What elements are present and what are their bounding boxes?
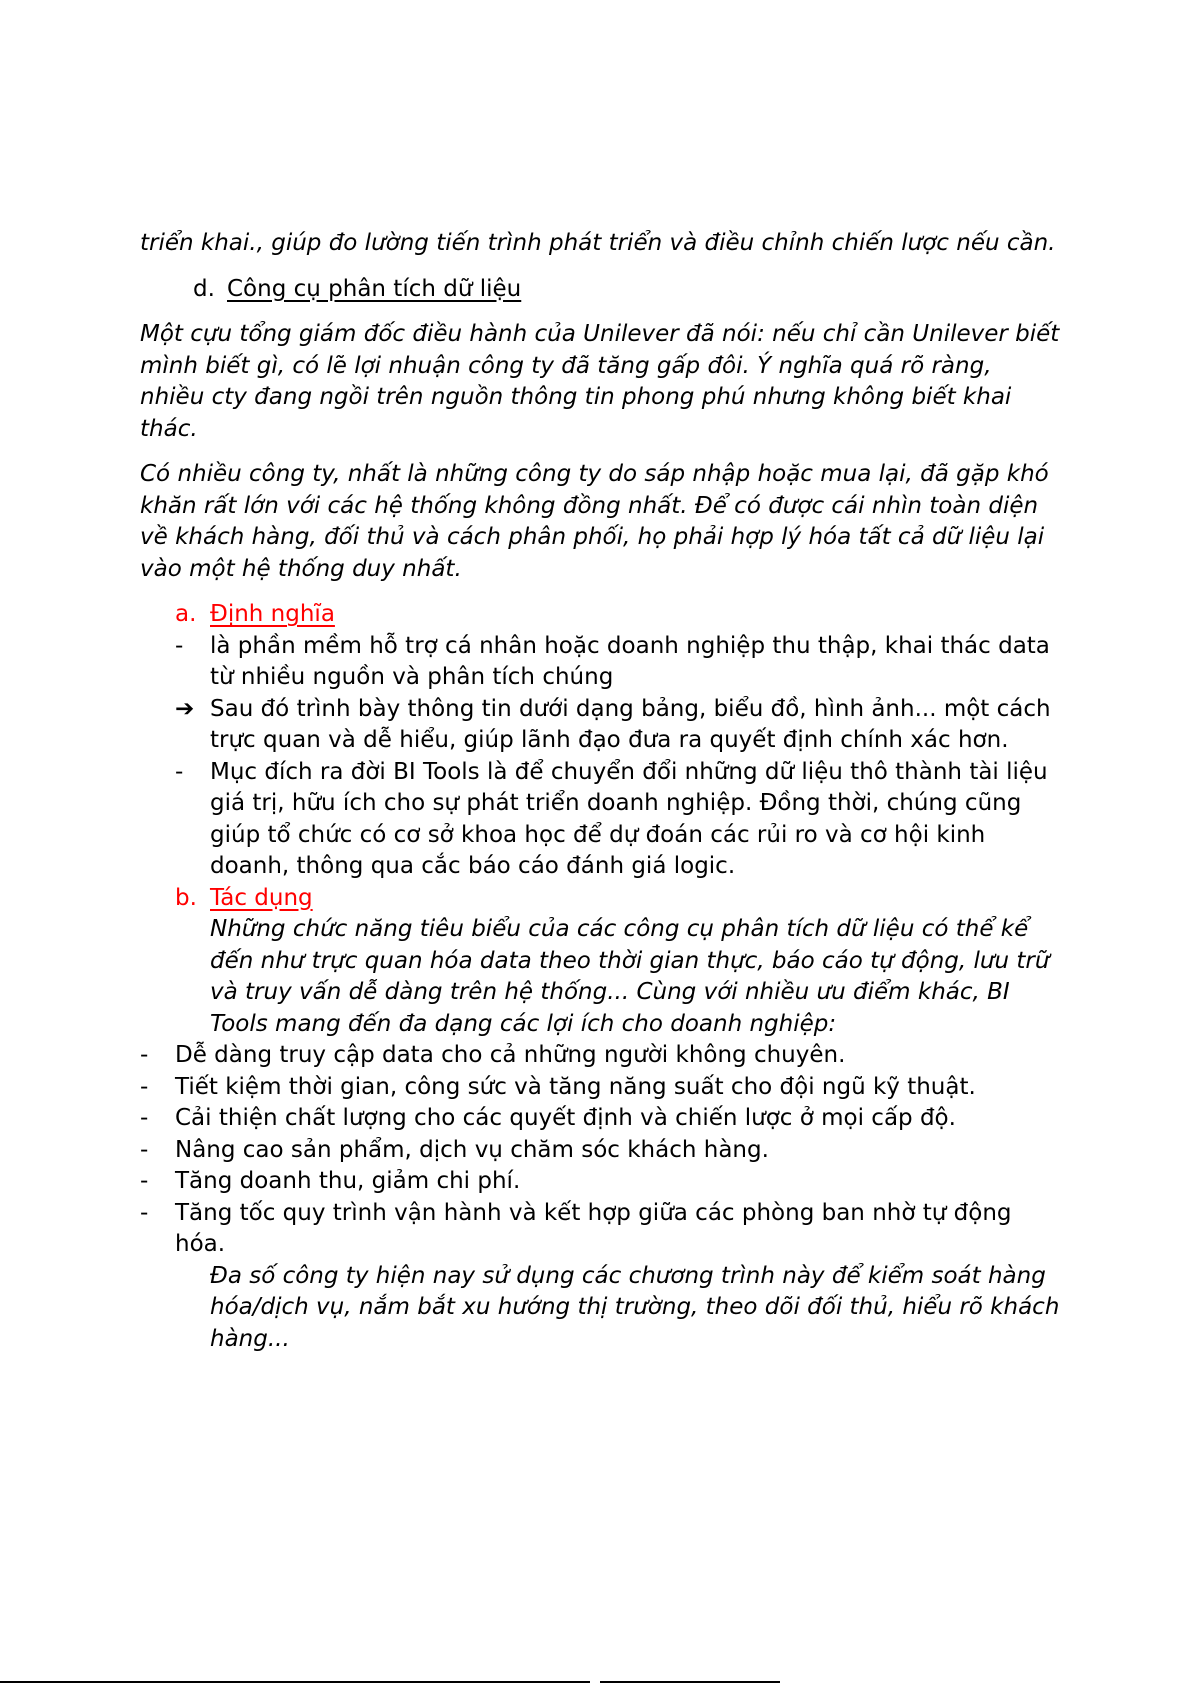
benefit-item [140,1166,1060,1198]
benefit-text: Nâng cao sản phẩm, dịch vụ chăm sóc khách hàng. [175,1136,769,1163]
benefit-item [140,1072,1060,1104]
definition-marker: a. [175,601,197,627]
document-body [140,228,1060,1355]
benefit-text: Tiết kiệm thời gian, công sức và tăng năng suất cho đội ngũ kỹ thuật. [175,1073,976,1100]
dash-marker: - [175,758,184,785]
effects-intro-paragraph: Những chức năng tiêu biểu của các công cụ phân tích dữ liệu có thể kể đến như trực quan hóa data theo thời gian thực, báo cáo tự động, lưu trữ và truy vấn dễ dàng trên hệ thống... Cùng với nhiều ưu điểm khác, BI Tools mang đến đa dạng các lợi ích cho doanh nghiệp: [210,916,1050,1037]
page-bottom-rule [0,1681,590,1683]
dash-marker: - [140,1042,149,1068]
dash-marker: - [175,632,184,659]
dash-marker: - [140,1168,149,1194]
effects-marker: b. [175,884,197,911]
effects-title: Tác dụng [210,884,313,911]
benefit-item [140,1198,1060,1261]
dash-marker: - [140,1136,149,1163]
page-bottom-rule-secondary [600,1681,780,1683]
intro-continued-paragraph: triển khai., giúp đo lường tiến trình phát triển và điều chỉnh chiến lược nếu cần. [140,230,1056,256]
merger-paragraph: Có nhiều công ty, nhất là những công ty do sáp nhập hoặc mua lại, đã gặp khó khăn rất lớn với các hệ thống không đồng nhất. Để có được cái nhìn toàn diện về khách hàng, đối thủ và cách phân phối, họ phải hợp lý hóa tất cả dữ liệu lại vào một hệ thống duy nhất. [140,461,1049,582]
section-d-title: Công cụ phân tích dữ liệu [227,275,522,302]
definition-item [140,757,1060,883]
benefit-text: Tăng tốc quy trình vận hành và kết hợp giữa các phòng ban nhờ tự động hóa. [175,1199,1012,1257]
benefit-item [140,1135,1060,1167]
section-d-marker: d. [193,275,215,302]
dash-marker: - [140,1105,149,1131]
benefit-item [140,1040,1060,1072]
definition-item [140,631,1060,694]
definition-heading [140,599,1060,631]
closing-paragraph: Đa số công ty hiện nay sử dụng các chương trình này để kiểm soát hàng hóa/dịch vụ, nắm bắt xu hướng thị trường, theo dõi đối thủ, hiểu rõ khách hàng... [210,1262,1060,1352]
unilever-paragraph: Một cựu tổng giám đốc điều hành của Unilever đã nói: nếu chỉ cần Unilever biết mình biết gì, có lẽ lợi nhuận công ty đã tăng gấp đôi. Ý nghĩa quá rõ ràng, nhiều cty đang ngồi trên nguồn thông tin phong phú nhưng không biết khai thác. [140,321,1060,442]
definition-item-text: Sau đó trình bày thông tin dưới dạng bảng, biểu đồ, hình ảnh... một cách trực quan và dễ hiểu, giúp lãnh đạo đưa ra quyết định chính xác hơn. [210,695,1051,753]
benefit-item [140,1103,1060,1135]
definition-item [140,694,1060,757]
arrow-right-icon: ➔ [175,695,195,722]
dash-marker: - [140,1199,149,1226]
definition-item-text: là phần mềm hỗ trợ cá nhân hoặc doanh nghiệp thu thập, khai thác data từ nhiều nguồn và phân tích chúng [210,632,1050,690]
dash-marker: - [140,1073,149,1100]
section-d-heading [140,274,1060,306]
definition-item-text: Mục đích ra đời BI Tools là để chuyển đổi những dữ liệu thô thành tài liệu giá trị, hữu ích cho sự phát triển doanh nghiệp. Đồng thời, chúng cũng giúp tổ chức có cơ sở khoa học để dự đoán các rủi ro và cơ hội kinh doanh, thông qua cắc báo cáo đánh giá logic. [210,758,1048,879]
definition-title: Định nghĩa [210,601,335,627]
benefit-text: Cải thiện chất lượng cho các quyết định và chiến lược ở mọi cấp độ. [175,1105,956,1131]
effects-heading [140,883,1060,915]
benefit-text: Dễ dàng truy cập data cho cả những người không chuyên. [175,1042,846,1068]
benefit-text: Tăng doanh thu, giảm chi phí. [175,1168,521,1194]
